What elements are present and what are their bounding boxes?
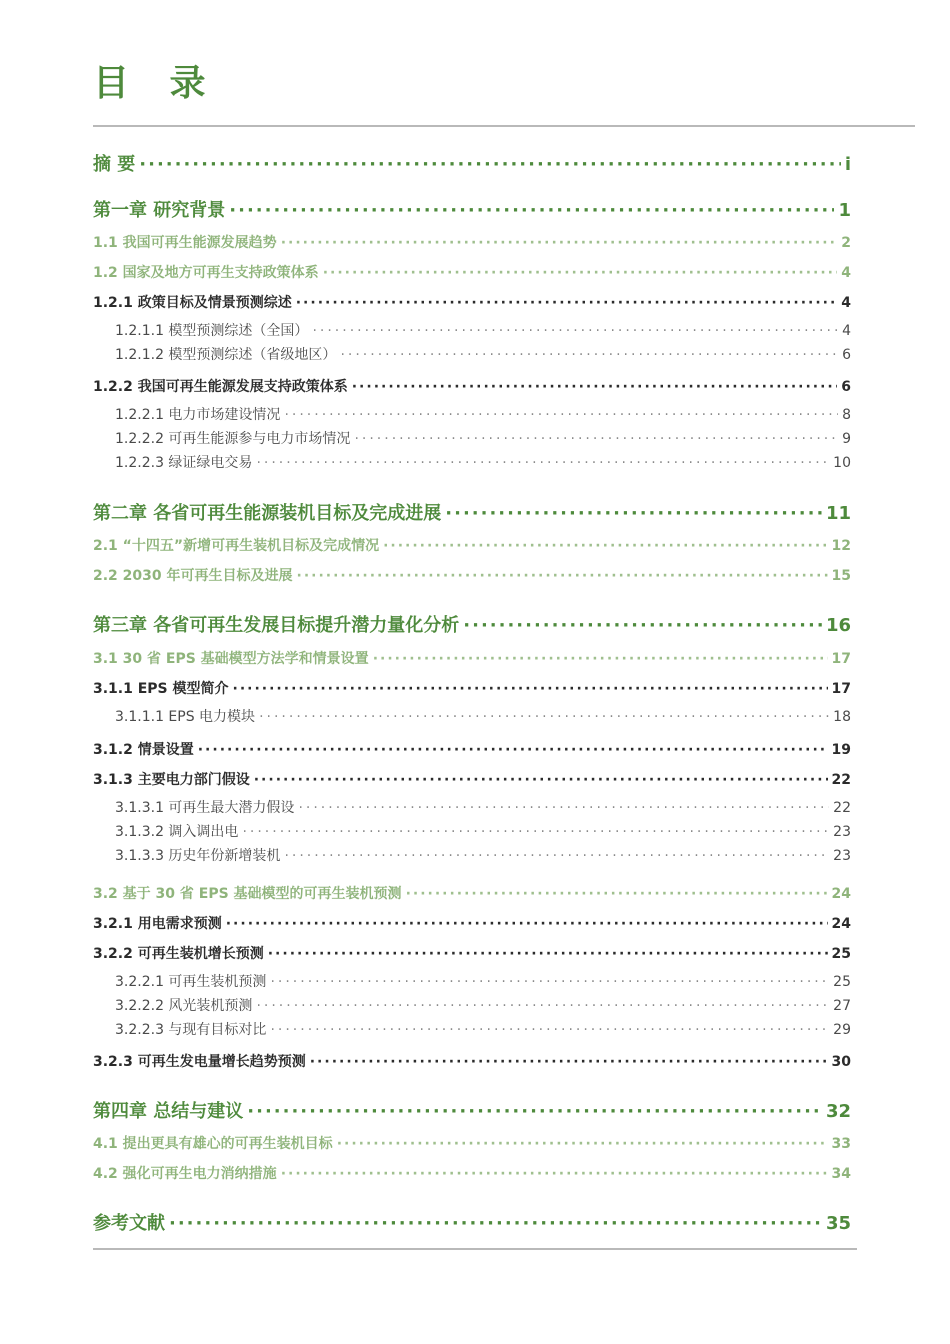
toc-entry-page-number: 23 xyxy=(833,824,851,840)
bottom-divider xyxy=(93,1248,857,1250)
toc-entry-label: 3.2.2.3 与现有目标对比 xyxy=(115,1022,267,1038)
page-title: 目 录 xyxy=(93,63,220,104)
toc-entry-page-number: 6 xyxy=(842,347,851,363)
toc-entry[interactable] xyxy=(93,943,851,965)
toc-entry[interactable] xyxy=(93,611,851,637)
dot-leader xyxy=(310,1054,828,1070)
dot-leader xyxy=(297,568,828,584)
toc-entry-page-number: 32 xyxy=(825,1101,851,1122)
toc-entry[interactable] xyxy=(93,376,851,398)
toc-entry[interactable] xyxy=(93,150,851,176)
toc-entry-label: 3.1.1.1 EPS 电力模块 xyxy=(115,709,256,725)
table-of-contents xyxy=(93,0,851,1344)
toc-entry-label: 1.2.2 我国可再生能源发展支持政策体系 xyxy=(93,379,348,395)
toc-entry-label: 2.2 2030 年可再生目标及进展 xyxy=(93,568,293,584)
dot-leader xyxy=(296,295,838,311)
toc-entry-label: 第二章 各省可再生能源装机目标及完成进展 xyxy=(93,503,442,524)
toc-entry[interactable] xyxy=(93,1209,851,1235)
toc-entry-page-number: 11 xyxy=(825,503,851,524)
dot-leader xyxy=(270,1022,829,1038)
dot-leader xyxy=(463,615,822,636)
toc-entry-label: 3.1.3.1 可再生最大潜力假设 xyxy=(115,800,295,816)
dot-leader xyxy=(337,1136,828,1152)
toc-entry-label: 3.1.3.2 调入调出电 xyxy=(115,824,239,840)
toc-entry-label: 参考文献 xyxy=(93,1213,165,1234)
toc-entry-page-number: i xyxy=(844,154,851,175)
dot-leader xyxy=(226,916,828,932)
toc-entry-page-number: 17 xyxy=(831,651,851,667)
toc-entry-label: 3.1.3.3 历史年份新增装机 xyxy=(115,848,281,864)
toc-entry-label: 3.2.3 可再生发电量增长趋势预测 xyxy=(93,1054,306,1070)
toc-entry-label: 1.2.2.3 绿证绿电交易 xyxy=(115,455,253,471)
toc-entry-label: 3.2.1 用电需求预测 xyxy=(93,916,222,932)
dot-leader xyxy=(259,709,829,725)
toc-entry-page-number: 22 xyxy=(831,772,851,788)
toc-entry-page-number: 17 xyxy=(831,681,851,697)
dot-leader xyxy=(298,800,829,816)
toc-entry-page-number: 27 xyxy=(833,998,851,1014)
toc-entry[interactable] xyxy=(93,1133,851,1155)
dot-leader xyxy=(354,431,838,447)
toc-entry[interactable] xyxy=(93,292,851,314)
toc-entry-label: 第四章 总结与建议 xyxy=(93,1101,244,1122)
toc-entry-label: 1.2.1.1 模型预测综述（全国） xyxy=(115,323,309,339)
toc-entry[interactable] xyxy=(93,1019,851,1039)
dot-leader xyxy=(198,742,828,758)
toc-entry-page-number: 35 xyxy=(825,1213,851,1234)
toc-entry-label: 1.1 我国可再生能源发展趋势 xyxy=(93,235,277,251)
toc-entry-page-number: 22 xyxy=(833,800,851,816)
toc-entry-label: 3.2.2 可再生装机增长预测 xyxy=(93,946,264,962)
toc-entry-page-number: 16 xyxy=(825,615,851,636)
dot-leader xyxy=(229,200,834,221)
dot-leader xyxy=(139,154,841,175)
toc-entry[interactable] xyxy=(93,452,851,472)
dot-leader xyxy=(169,1213,822,1234)
toc-entry-label: 3.1.3 主要电力部门假设 xyxy=(93,772,250,788)
toc-entry-label: 3.2.2.1 可再生装机预测 xyxy=(115,974,267,990)
toc-entry-page-number: 12 xyxy=(831,538,851,554)
toc-entry-page-number: 4 xyxy=(842,323,851,339)
toc-entry-label: 3.1.1 EPS 模型简介 xyxy=(93,681,229,697)
toc-entry[interactable] xyxy=(93,262,851,284)
toc-entry-page-number: 19 xyxy=(831,742,851,758)
toc-entry-page-number: 29 xyxy=(833,1022,851,1038)
toc-entry-label: 4.1 提出更具有雄心的可再生装机目标 xyxy=(93,1136,333,1152)
dot-leader xyxy=(383,538,827,554)
toc-entry-page-number: 4 xyxy=(841,265,851,281)
dot-leader xyxy=(373,651,828,667)
toc-entry-page-number: 8 xyxy=(842,407,851,423)
toc-entry-page-number: 34 xyxy=(831,1166,851,1182)
toc-entry[interactable] xyxy=(93,739,851,761)
toc-entry-page-number: 25 xyxy=(833,974,851,990)
dot-leader xyxy=(268,946,828,962)
dot-leader xyxy=(242,824,829,840)
toc-entry[interactable] xyxy=(93,196,851,222)
toc-entry-label: 摘 要 xyxy=(93,154,136,175)
toc-entry[interactable] xyxy=(93,797,851,817)
toc-entry[interactable] xyxy=(93,428,851,448)
toc-entry[interactable] xyxy=(93,995,851,1015)
toc-entry-page-number: 25 xyxy=(831,946,851,962)
toc-entry-label: 3.2 基于 30 省 EPS 基础模型的可再生装机预测 xyxy=(93,886,402,902)
toc-entry[interactable] xyxy=(93,344,851,364)
toc-entry-label: 第一章 研究背景 xyxy=(93,200,226,221)
dot-leader xyxy=(340,347,838,363)
toc-entry[interactable] xyxy=(93,913,851,935)
toc-entry-label: 1.2 国家及地方可再生支持政策体系 xyxy=(93,265,319,281)
toc-entry-label: 1.2.2.2 可再生能源参与电力市场情况 xyxy=(115,431,351,447)
dot-leader xyxy=(281,1166,828,1182)
toc-entry[interactable] xyxy=(93,499,851,525)
toc-entry[interactable] xyxy=(93,535,851,557)
toc-entry-page-number: 15 xyxy=(831,568,851,584)
toc-entry[interactable] xyxy=(93,678,851,700)
toc-entry-page-number: 23 xyxy=(833,848,851,864)
toc-entry[interactable] xyxy=(93,883,851,905)
toc-entry[interactable] xyxy=(93,706,851,726)
dot-leader xyxy=(323,265,838,281)
dot-leader xyxy=(445,503,822,524)
toc-entry-page-number: 10 xyxy=(833,455,851,471)
dot-leader xyxy=(233,681,828,697)
dot-leader xyxy=(312,323,838,339)
toc-entry-label: 3.1.2 情景设置 xyxy=(93,742,194,758)
toc-entry[interactable] xyxy=(93,232,851,254)
toc-entry[interactable] xyxy=(93,845,851,865)
toc-entry-label: 1.2.1.2 模型预测综述（省级地区） xyxy=(115,347,337,363)
dot-leader xyxy=(256,998,829,1014)
dot-leader xyxy=(256,455,829,471)
toc-entry-label: 1.2.2.1 电力市场建设情况 xyxy=(115,407,281,423)
toc-entry-page-number: 24 xyxy=(831,916,851,932)
toc-entry-page-number: 24 xyxy=(831,886,851,902)
toc-entry-label: 第三章 各省可再生发展目标提升潜力量化分析 xyxy=(93,615,460,636)
toc-entry[interactable] xyxy=(93,565,851,587)
toc-entry-page-number: 4 xyxy=(841,295,851,311)
toc-entry-page-number: 6 xyxy=(841,379,851,395)
dot-leader xyxy=(247,1101,822,1122)
toc-entry-label: 3.1 30 省 EPS 基础模型方法学和情景设置 xyxy=(93,651,369,667)
toc-entry[interactable] xyxy=(93,769,851,791)
toc-entry[interactable] xyxy=(93,1051,851,1073)
dot-leader xyxy=(406,886,828,902)
dot-leader xyxy=(270,974,829,990)
toc-entry[interactable] xyxy=(93,821,851,841)
dot-leader xyxy=(284,407,838,423)
toc-entry[interactable] xyxy=(93,971,851,991)
toc-entry-page-number: 9 xyxy=(842,431,851,447)
toc-entry[interactable] xyxy=(93,404,851,424)
dot-leader xyxy=(254,772,828,788)
toc-entry-label: 3.2.2.2 风光装机预测 xyxy=(115,998,253,1014)
toc-entry-page-number: 30 xyxy=(831,1054,851,1070)
toc-entry-page-number: 18 xyxy=(833,709,851,725)
toc-entry[interactable] xyxy=(93,1097,851,1123)
toc-entry-label: 4.2 强化可再生电力消纳措施 xyxy=(93,1166,277,1182)
dot-leader xyxy=(281,235,838,251)
toc-entry-page-number: 2 xyxy=(841,235,851,251)
toc-entry-page-number: 1 xyxy=(838,200,851,221)
dot-leader xyxy=(352,379,838,395)
toc-entry[interactable] xyxy=(93,1163,851,1185)
toc-entry-page-number: 33 xyxy=(831,1136,851,1152)
dot-leader xyxy=(284,848,829,864)
toc-entry-label: 1.2.1 政策目标及情景预测综述 xyxy=(93,295,292,311)
toc-entry[interactable] xyxy=(93,648,851,670)
toc-entry[interactable] xyxy=(93,320,851,340)
toc-entry-label: 2.1 “十四五”新增可再生装机目标及完成情况 xyxy=(93,538,380,554)
